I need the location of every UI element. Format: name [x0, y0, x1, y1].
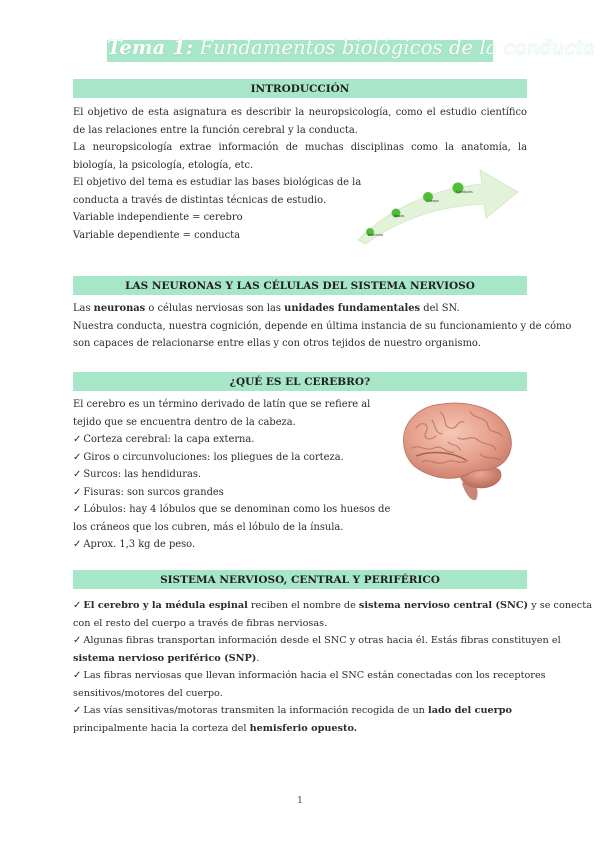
heading-sistema-nervioso: SISTEMA NERVIOSO, CENTRAL Y PERIFÉRICO [73, 570, 527, 589]
cerebro-item-4: ✓ Fisuras: son surcos grandes [73, 486, 224, 498]
check-icon: ✓ [73, 670, 82, 681]
neuronas-paragraph [73, 300, 572, 353]
intro-paragraph-3 [73, 174, 373, 244]
brain-illustration [396, 398, 516, 502]
diagram-label-2: Bases [394, 214, 405, 218]
sistema-item-4: ✓ Las vías sensitivas/motoras transmiten la información recogida de un lado del cuerpo [73, 705, 513, 716]
intro-paragraph-2: La neuropsicología extrae información de muchas disciplinas como la anatomía, la biología, la psicología, etología, etc. [73, 142, 527, 171]
sistema-item-3-cont: sensitivos/motores del cuerpo. [73, 687, 223, 699]
intro-paragraph-1: El objetivo de esta asignatura es describir la neuropsicología, como el estudio científico de las relaciones entre la función cerebral y la conducta. [73, 107, 527, 136]
cerebro-list [73, 396, 391, 554]
check-icon: ✓ [73, 469, 82, 480]
cerebro-item-1: ✓ Corteza cerebral: la capa externa. [73, 434, 255, 445]
intro-p3-line-1: El objetivo del tema es estudiar las bases biológicas de la [73, 177, 362, 188]
heading-introduccion: INTRODUCCIÓN [73, 79, 527, 98]
sistema-item-2-cont: sistema nervioso periférico (SNP). [73, 652, 260, 664]
cerebro-item-3: ✓ Surcos: las hendiduras. [73, 469, 202, 480]
cerebro-item-6: ✓ Aprox. 1,3 kg de peso. [73, 539, 196, 550]
title-bold: Tema 1: [107, 36, 194, 59]
sistema-item-3: ✓ Las fibras nerviosas que llevan información hacia el SNC están conectadas con los receptores [73, 670, 546, 681]
sistema-item-4-cont: principalmente hacia la corteza del hemisferio opuesto. [73, 722, 358, 734]
check-icon: ✓ [73, 504, 82, 515]
sistema-list [73, 597, 592, 737]
neuronas-line-1: Las neuronas o células nerviosas son las unidades fundamentales del SN. [73, 303, 460, 314]
diagram-label-4: Conducta [456, 190, 473, 194]
page-title [107, 36, 596, 59]
check-icon: ✓ [73, 451, 82, 463]
heading-neuronas: LAS NEURONAS Y LAS CÉLULAS DEL SISTEMA NERVIOSO [73, 276, 527, 295]
diagram-label-3: Cuerpo [426, 199, 439, 203]
page-number: 1 [297, 796, 303, 806]
neuronas-line-3: son capaces de relacionarse entre ellas y con otros tejidos de nuestro organismo. [73, 338, 481, 349]
sistema-item-1-cont: con el resto del cuerpo a través de fibras nerviosas. [73, 617, 328, 629]
conduct-arrow-diagram [352, 160, 520, 246]
cerebro-item-5-cont: los cráneos que los cubren, más el lóbulo de la ínsula. [73, 521, 344, 533]
variable-dependiente: Variable dependiente = conducta [73, 229, 240, 241]
cerebro-item-5: ✓ Lóbulos: hay 4 lóbulos que se denominan como los huesos de [73, 504, 391, 515]
cerebro-item-2: ✓ Giros o circunvoluciones: los pliegues de la corteza. [73, 451, 344, 463]
cerebro-intro-line-1: El cerebro es un término derivado de latín que se refiere al [73, 399, 371, 410]
sistema-item-1: ✓ El cerebro y la médula espinal reciben el nombre de sistema nervioso central (SNC) y se conecta [73, 600, 592, 611]
cerebro-intro-line-2: tejido que se encuentra dentro de la cabeza. [73, 416, 296, 428]
heading-cerebro: ¿QUÉ ES EL CEREBRO? [73, 372, 527, 391]
variable-independiente: Variable independiente = cerebro [73, 212, 243, 223]
sistema-item-2: ✓ Algunas fibras transportan información desde el SNC y otras hacia él. Estás fibras constituyen el [73, 635, 561, 646]
check-icon: ✓ [73, 635, 82, 646]
check-icon: ✓ [73, 486, 82, 498]
check-icon: ✓ [73, 705, 82, 716]
check-icon: ✓ [73, 539, 82, 550]
cerebrum [403, 403, 511, 478]
neuronas-line-2: Nuestra conducta, nuestra cognición, depende en última instancia de su funcionamiento y de cómo [73, 320, 572, 332]
diagram-label-1: Estímulo [368, 233, 384, 237]
check-icon: ✓ [73, 434, 82, 445]
title-rest: Fundamentos biológicos de la conducta [193, 36, 596, 59]
intro-p3-line-2: conducta a través de distintas técnicas de estudio. [73, 194, 327, 206]
check-icon: ✓ [73, 600, 82, 611]
